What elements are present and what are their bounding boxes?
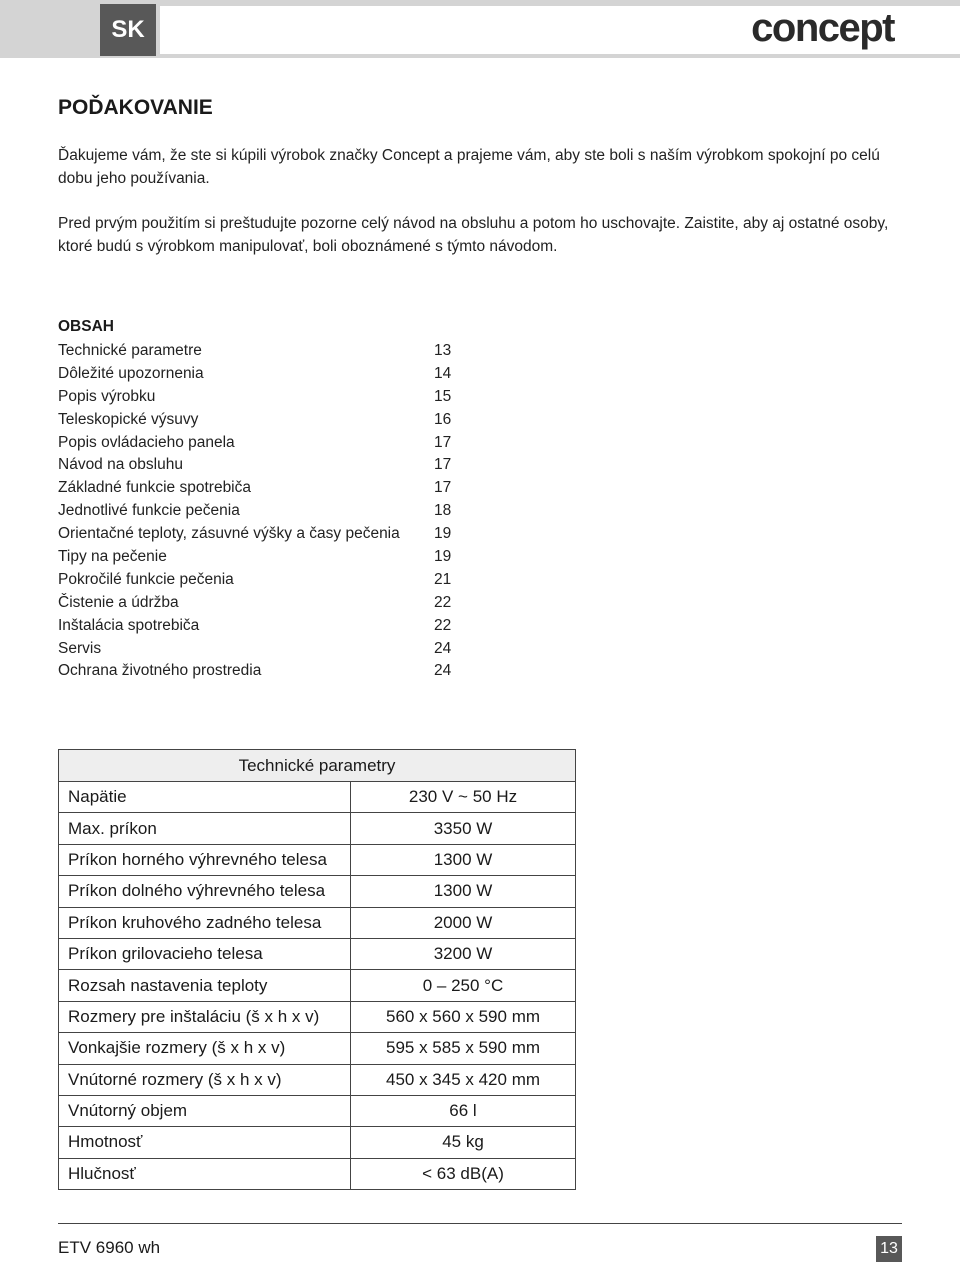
table-row bbox=[59, 782, 576, 813]
spec-label: Hlučnosť bbox=[59, 1158, 351, 1189]
table-row bbox=[59, 844, 576, 875]
table-row bbox=[59, 1127, 576, 1158]
intro-paragraph-instructions: Pred prvým použitím si preštudujte pozorne celý návod na obsluhu a potom ho uschovajte. Zaistite, aby aj ostatné osoby, ktoré budú s výrobkom manipulovať, boli oboznámené s týmto návodom. bbox=[58, 215, 889, 255]
toc-item-page: 17 bbox=[434, 456, 452, 474]
spec-label: Vnútorné rozmery (š x h x v) bbox=[59, 1064, 351, 1095]
toc-item bbox=[58, 500, 458, 523]
spec-label: Rozsah nastavenia teploty bbox=[59, 970, 351, 1001]
toc-item-label: Jednotlivé funkcie pečenia bbox=[58, 502, 240, 520]
toc-item-page: 24 bbox=[434, 639, 452, 657]
page-title: POĎAKOVANIE bbox=[58, 96, 213, 119]
toc-item-page: 17 bbox=[434, 479, 452, 497]
toc-item-page: 13 bbox=[434, 342, 452, 359]
footer-divider bbox=[58, 1223, 902, 1224]
spec-value: 450 x 345 x 420 mm bbox=[351, 1064, 576, 1095]
toc-item bbox=[58, 432, 458, 455]
intro-paragraph-thanks: Ďakujeme vám, že ste si kúpili výrobok značky Concept a prajeme vám, aby ste boli s naším výrobkom spokojní po celú dobu jeho používania. bbox=[58, 147, 880, 187]
spec-value: 595 x 585 x 590 mm bbox=[351, 1033, 576, 1064]
toc-item bbox=[58, 615, 458, 638]
toc-item-label: Technické parametre bbox=[58, 342, 202, 359]
spec-value: 45 kg bbox=[351, 1127, 576, 1158]
toc-item-page: 14 bbox=[434, 364, 452, 382]
toc-item-page: 15 bbox=[434, 387, 452, 405]
toc-item-page: 16 bbox=[434, 410, 452, 428]
toc-item bbox=[58, 477, 458, 500]
toc-item-page: 19 bbox=[434, 548, 452, 566]
spec-table-title: Technické parametry bbox=[59, 750, 576, 782]
toc-item-label: Inštalácia spotrebiča bbox=[58, 616, 200, 634]
toc-item-label: Teleskopické výsuvy bbox=[58, 410, 199, 428]
spec-value: 66 l bbox=[351, 1095, 576, 1126]
toc-item bbox=[58, 569, 458, 592]
brand-logo: concept bbox=[751, 6, 894, 50]
toc-item-label: Servis bbox=[58, 639, 102, 657]
toc-item-label: Orientačné teploty, zásuvné výšky a časy pečenia bbox=[58, 525, 400, 543]
toc-item bbox=[58, 638, 458, 661]
spec-value: 560 x 560 x 590 mm bbox=[351, 1001, 576, 1032]
toc-item bbox=[58, 363, 458, 386]
toc-item bbox=[58, 409, 458, 432]
spec-label: Hmotnosť bbox=[59, 1127, 351, 1158]
table-row bbox=[59, 876, 576, 907]
toc-item bbox=[58, 340, 458, 363]
spec-label: Vnútorný objem bbox=[59, 1095, 351, 1126]
spec-label: Napätie bbox=[59, 782, 351, 813]
toc-item bbox=[58, 592, 458, 615]
toc-item-page: 24 bbox=[434, 662, 452, 680]
toc-item-label: Tipy na pečenie bbox=[58, 548, 167, 566]
toc-item-label: Základné funkcie spotrebiča bbox=[58, 479, 252, 497]
spec-value: 3200 W bbox=[351, 938, 576, 969]
spec-value: 230 V ~ 50 Hz bbox=[351, 782, 576, 813]
toc-item-page: 18 bbox=[434, 502, 452, 520]
toc-item bbox=[58, 660, 458, 683]
spec-label: Príkon kruhového zadného telesa bbox=[59, 907, 351, 938]
toc-item-label: Čistenie a údržba bbox=[58, 593, 179, 611]
toc-item-page: 19 bbox=[434, 525, 452, 543]
spec-value: 1300 W bbox=[351, 844, 576, 875]
table-row bbox=[59, 1158, 576, 1189]
spec-value: 2000 W bbox=[351, 907, 576, 938]
spec-label: Príkon horného výhrevného telesa bbox=[59, 844, 351, 875]
table-of-contents bbox=[58, 340, 458, 683]
toc-item-page: 17 bbox=[434, 433, 452, 451]
table-row bbox=[59, 970, 576, 1001]
table-row bbox=[59, 1001, 576, 1032]
toc-item bbox=[58, 386, 458, 409]
toc-item-label: Popis výrobku bbox=[58, 387, 156, 405]
table-row bbox=[59, 907, 576, 938]
language-badge: SK bbox=[100, 4, 156, 56]
toc-item-page: 22 bbox=[434, 616, 452, 634]
spec-label: Vonkajšie rozmery (š x h x v) bbox=[59, 1033, 351, 1064]
spec-label: Príkon grilovacieho telesa bbox=[59, 938, 351, 969]
table-row bbox=[59, 1095, 576, 1126]
toc-item-label: Ochrana životného prostredia bbox=[58, 662, 262, 680]
technical-parameters-table bbox=[58, 749, 576, 1190]
table-row bbox=[59, 938, 576, 969]
toc-item-label: Dôležité upozornenia bbox=[58, 364, 204, 382]
spec-value: 3350 W bbox=[351, 813, 576, 844]
spec-value: 1300 W bbox=[351, 876, 576, 907]
toc-item bbox=[58, 454, 458, 477]
model-name: ETV 6960 wh bbox=[58, 1238, 161, 1257]
toc-item-page: 21 bbox=[434, 570, 452, 588]
toc-item-page: 22 bbox=[434, 593, 452, 611]
toc-item bbox=[58, 546, 458, 569]
toc-item-label: Pokročilé funkcie pečenia bbox=[58, 570, 234, 588]
spec-value: 0 – 250 °C bbox=[351, 970, 576, 1001]
toc-item-label: Popis ovládacieho panela bbox=[58, 433, 235, 451]
table-row bbox=[59, 813, 576, 844]
toc-item-label: Návod na obsluhu bbox=[58, 456, 183, 474]
table-row bbox=[59, 1064, 576, 1095]
toc-title: OBSAH bbox=[58, 318, 114, 335]
spec-label: Rozmery pre inštaláciu (š x h x v) bbox=[59, 1001, 351, 1032]
spec-label: Max. príkon bbox=[59, 813, 351, 844]
spec-label: Príkon dolného výhrevného telesa bbox=[59, 876, 351, 907]
page-number: 13 bbox=[876, 1236, 902, 1262]
toc-item bbox=[58, 523, 458, 546]
table-row bbox=[59, 1033, 576, 1064]
spec-value: < 63 dB(A) bbox=[351, 1158, 576, 1189]
